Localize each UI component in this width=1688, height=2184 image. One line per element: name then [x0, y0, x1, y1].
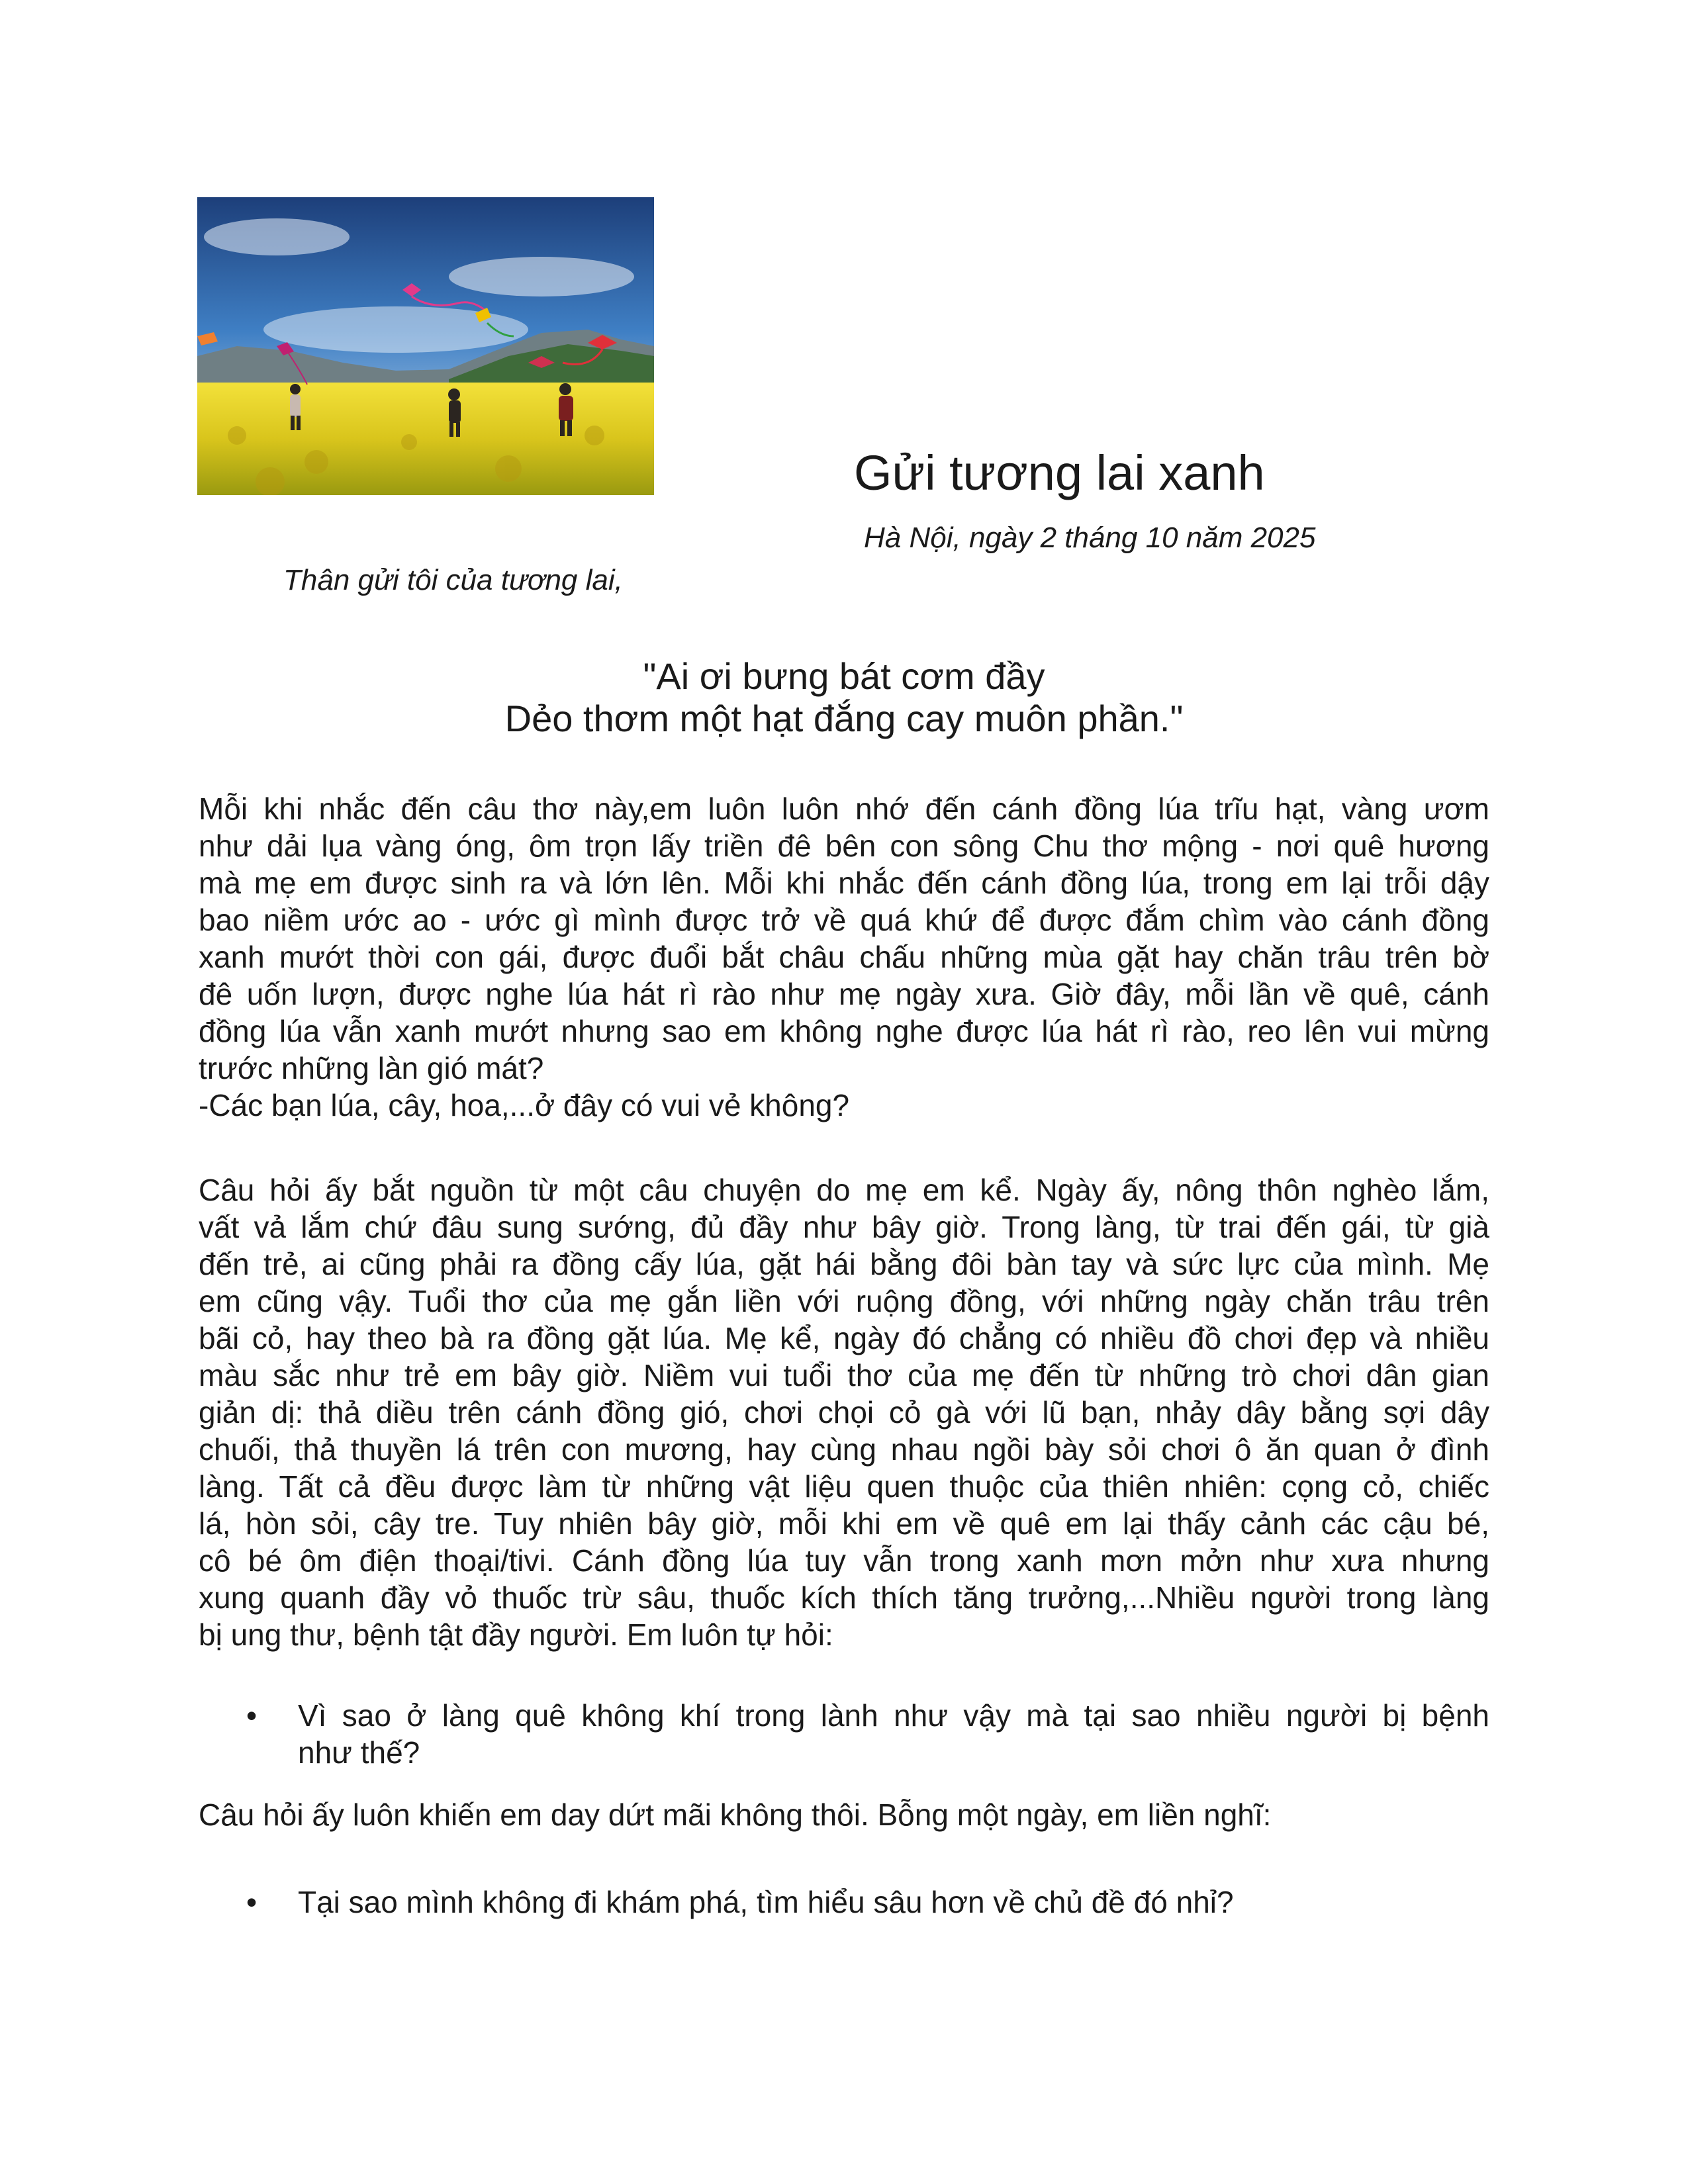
paragraph-line: trước những làn gió mát?	[199, 1051, 544, 1085]
paragraph-line: xanh mướt thời con gái, được đuổi bắt châu chấu những mùa gặt hay chăn trâu trên bờ	[199, 940, 1489, 974]
paragraph-line: đến trẻ, ai cũng phải ra đồng cấy lúa, gặt hái bằng đôi bàn tay và sức lực của mình. Mẹ	[199, 1247, 1489, 1281]
bullet-line: Vì sao ở làng quê không khí trong lành như vậy mà tại sao nhiều người bị bệnh	[298, 1698, 1489, 1733]
paragraph-line: xung quanh đầy vỏ thuốc trừ sâu, thuốc kích thích tăng trưởng,...Nhiều người trong làng	[199, 1580, 1489, 1615]
paragraph-2	[199, 1171, 1489, 1653]
paragraph-3	[199, 1796, 1489, 1833]
paragraph-line: bị ung thư, bệnh tật đầy người. Em luôn tự hỏi:	[199, 1617, 833, 1652]
paragraph-line: màu sắc như trẻ em bây giờ. Niềm vui tuổi thơ của mẹ đến từ những trò chơi dân gian	[199, 1358, 1489, 1392]
poem-line: Dẻo thơm một hạt đắng cay muôn phần."	[504, 698, 1184, 739]
bullet-marker: •	[246, 1885, 258, 1919]
bullet-marker: •	[246, 1698, 258, 1733]
paragraph-line: bao niềm ước ao - ước gì mình được trở về quá khứ để được đắm chìm vào cánh đồng	[199, 903, 1489, 937]
paragraph-line: Mỗi khi nhắc đến câu thơ này,em luôn luôn nhớ đến cánh đồng lúa trĩu hạt, vàng ươm	[199, 792, 1489, 826]
paragraph-line: em cũng vậy. Tuổi thơ của mẹ gắn liền với ruộng đồng, với những ngày chăn trâu trên	[199, 1284, 1489, 1318]
paragraph-line: đồng lúa vẫn xanh mướt nhưng sao em không nghe được lúa hát rì rào, reo lên vui mừng	[199, 1014, 1489, 1048]
paragraph-line: chuối, thả thuyền lá trên con mương, hay cùng nhau ngồi bày sỏi chơi ô ăn quan ở đình	[199, 1432, 1489, 1467]
paragraph-line: cô bé ôm điện thoại/tivi. Cánh đồng lúa tuy vẫn trong xanh mơn mởn như xưa nhưng	[199, 1543, 1489, 1578]
salutation: Thân gửi tôi của tương lai,	[283, 564, 623, 596]
paragraph-line: -Các bạn lúa, cây, hoa,...ở đây có vui vẻ không?	[199, 1088, 850, 1122]
place-date: Hà Nội, ngày 2 tháng 10 năm 2025	[864, 522, 1316, 554]
paragraph-line: Câu hỏi ấy bắt nguồn từ một câu chuyện do mẹ em kể. Ngày ấy, nông thôn nghèo lắm,	[199, 1173, 1489, 1207]
header-photo-kites	[197, 197, 654, 495]
paragraph-line: Câu hỏi ấy luôn khiến em day dứt mãi không thôi. Bỗng một ngày, em liền nghĩ:	[199, 1797, 1272, 1832]
paragraph-line: vất vả lắm chứ đâu sung sướng, đủ đầy như bây giờ. Trong làng, từ trai đến gái, từ già	[199, 1210, 1489, 1244]
paragraph-line: mà mẹ em được sinh ra và lớn lên. Mỗi khi nhắc đến cánh đồng lúa, trong em lại trỗi dậy	[199, 866, 1489, 900]
paragraph-line: làng. Tất cả đều được làm từ những vật liệu quen thuộc của thiên nhiên: cọng cỏ, chiếc	[199, 1469, 1489, 1504]
paragraph-line: lá, hòn sỏi, cây tre. Tuy nhiên bây giờ, mỗi khi em về quê em lại thấy cảnh các cậu bé,	[199, 1506, 1489, 1541]
paragraph-line: đê uốn lượn, được nghe lúa hát rì rào như mẹ ngày xưa. Giờ đây, mỗi lần về quê, cánh	[199, 977, 1489, 1011]
paragraph-1	[199, 790, 1489, 1124]
letter-title: Gửi tương lai xanh	[854, 445, 1265, 500]
paragraph-line: như dải lụa vàng óng, ôm trọn lấy triền đê bên con sông Chu thơ mộng - nơi quê hương	[199, 829, 1489, 863]
poem-line: "Ai ơi bưng bát cơm đầy	[643, 655, 1045, 697]
bullet-line: Tại sao mình không đi khám phá, tìm hiểu sâu hơn về chủ đề đó nhỉ?	[298, 1885, 1234, 1919]
poem-quote	[199, 655, 1489, 740]
paragraph-line: giản dị: thả diều trên cánh đồng gió, chơi chọi cỏ gà với lũ bạn, nhảy dây bằng sợi dây	[199, 1395, 1489, 1430]
bullet-line: như thế?	[298, 1735, 420, 1770]
paragraph-line: bãi cỏ, hay theo bà ra đồng gặt lúa. Mẹ kể, ngày đó chẳng có nhiều đồ chơi đẹp và nhiều	[199, 1321, 1489, 1355]
